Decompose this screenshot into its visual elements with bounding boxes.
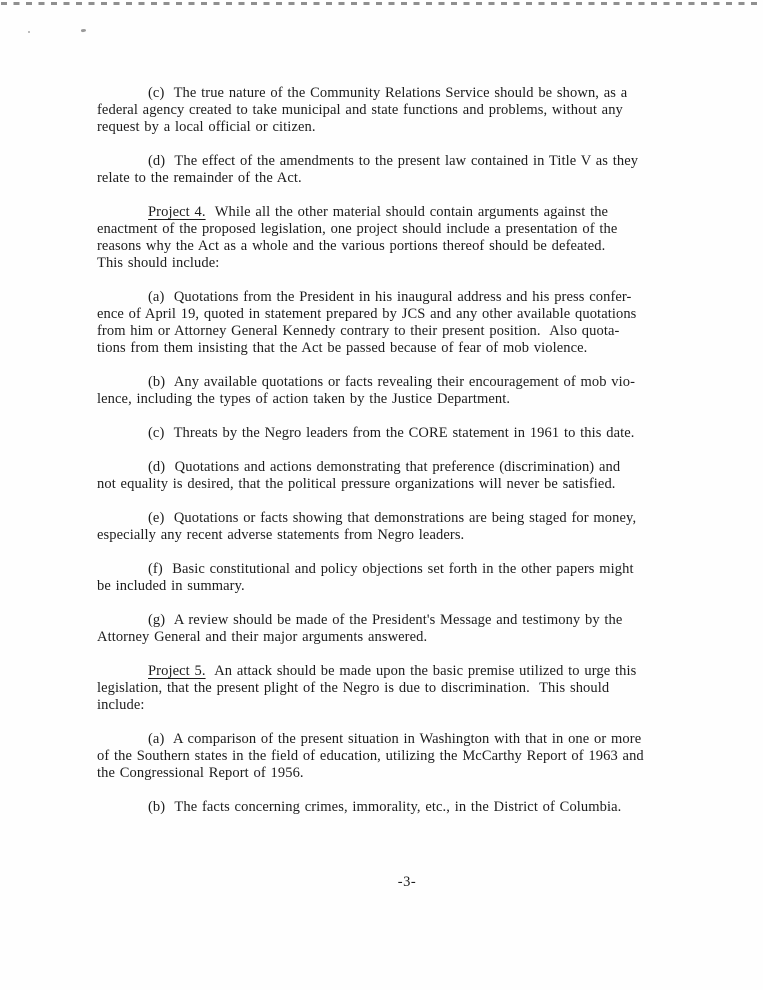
text-line: (c) Threats by the Negro leaders from the CORE statement in 1961 to this date. [148,425,635,441]
paragraph [97,561,709,595]
text-line: (a) Quotations from the President in his inaugural address and his press confer- [148,289,632,305]
text-line: ence of April 19, quoted in statement prepared by JCS and any other available quotations [97,306,637,322]
text-line: (a) A comparison of the present situation in Washington with that in one or more [148,731,642,747]
text-line: (e) Quotations or facts showing that demonstrations are being staged for money, [148,510,637,526]
text-line: (c) The true nature of the Community Relations Service should be shown, as a [148,85,628,101]
text-line: Project 4. While all the other material should contain arguments against the [148,204,609,220]
project-heading: Project 5. [148,663,206,679]
text-line: This should include: [97,255,220,271]
text-line: reasons why the Act as a whole and the various portions thereof should be defeated. [97,238,606,254]
text-line: tions from them insisting that the Act be passed because of fear of mob violence. [97,340,588,356]
text-line: Project 5. An attack should be made upon the basic premise utilized to urge this [148,663,637,679]
text-line: include: [97,697,145,713]
document-body [97,85,709,816]
text-line: not equality is desired, that the political pressure organizations will never be satisfied. [97,476,616,492]
text-line: especially any recent adverse statements from Negro leaders. [97,527,465,543]
paragraph [97,289,709,357]
text-line: (d) The effect of the amendments to the present law contained in Title V as they [148,153,639,169]
text-line: from him or Attorney General Kennedy contrary to their present position. Also quota- [97,323,620,339]
text-line: legislation, that the present plight of the Negro is due to discrimination. This should [97,680,610,696]
text-line: (f) Basic constitutional and policy objections set forth in the other papers might [148,561,634,577]
paragraph [97,612,709,646]
paragraph [97,374,709,408]
dotted-border-decoration [1,2,762,5]
paragraph [97,459,709,493]
page-number: -3- [397,874,417,890]
paragraph [97,663,709,714]
text-line: (b) The facts concerning crimes, immorality, etc., in the District of Columbia. [148,799,622,815]
paragraph [97,204,709,272]
text-line: relate to the remainder of the Act. [97,170,302,186]
text-line: (g) A review should be made of the President's Message and testimony by the [148,612,623,628]
text-line: of the Southern states in the field of education, utilizing the McCarthy Report of 1963 and [97,748,644,764]
scan-speck [28,31,30,33]
paragraph [97,85,709,136]
text-line: (b) Any available quotations or facts revealing their encouragement of mob vio- [148,374,636,390]
paragraph [97,425,709,442]
text-line: lence, including the types of action taken by the Justice Department. [97,391,511,407]
paragraph [97,153,709,187]
paragraph [97,731,709,782]
project-heading: Project 4. [148,204,206,220]
text-line: be included in summary. [97,578,245,594]
scan-speck [81,29,87,33]
text-line: the Congressional Report of 1956. [97,765,304,781]
text-line: Attorney General and their major arguments answered. [97,629,428,645]
paragraph [97,799,709,816]
paragraph [97,510,709,544]
text-line: (d) Quotations and actions demonstrating that preference (discrimination) and [148,459,621,475]
text-line: enactment of the proposed legislation, one project should include a presentation of the [97,221,618,237]
text-line: request by a local official or citizen. [97,119,316,135]
text-line: federal agency created to take municipal and state functions and problems, without any [97,102,623,118]
